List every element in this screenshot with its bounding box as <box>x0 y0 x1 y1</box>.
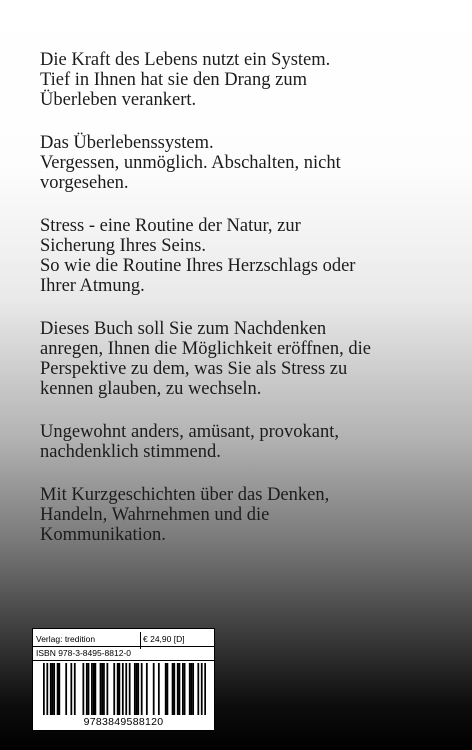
barcode-bar <box>204 663 206 715</box>
barcode-bar <box>113 663 115 715</box>
barcode-bar <box>189 663 191 715</box>
barcode-bar <box>192 663 194 715</box>
barcode-bar <box>172 663 174 715</box>
paragraph-line: Stress - eine Routine der Natur, zur <box>40 216 301 236</box>
barcode-bar <box>93 663 95 715</box>
paragraph-line: Vergessen, unmöglich. Abschalten, nicht <box>40 153 341 173</box>
paragraph-line: Tief in Ihnen hat sie den Drang zum <box>40 70 307 90</box>
barcode-bar <box>134 663 136 715</box>
blurb-text <box>40 50 460 568</box>
barcode-bar <box>125 663 127 715</box>
barcode-bar <box>88 663 90 715</box>
paragraph-3 <box>40 216 460 296</box>
paragraph-line: Sicherung Ihres Seins. <box>40 236 206 256</box>
barcode-bar <box>158 663 160 715</box>
divider <box>33 660 214 661</box>
ean-number: 9783849588120 <box>83 716 164 728</box>
barcode-bar <box>53 663 55 715</box>
paragraph-line: Die Kraft des Lebens nutzt ein System. <box>40 50 331 70</box>
barcode-bar <box>74 663 76 715</box>
publisher-label: Verlag: tredition <box>36 634 96 644</box>
paragraph-2 <box>40 133 460 193</box>
paragraph-line: Ungewohnt anders, amüsant, provokant, <box>40 422 340 442</box>
barcode-bar <box>167 663 169 715</box>
barcode-bar <box>173 663 175 715</box>
barcode-box <box>32 628 215 731</box>
barcode-bar <box>52 663 54 715</box>
paragraph-line: Dieses Buch soll Sie zum Nachdenken <box>40 319 327 339</box>
barcode-bar <box>201 663 203 715</box>
barcode-bar <box>65 663 67 715</box>
isbn-label: ISBN 978-3-8495-8812-0 <box>36 648 131 658</box>
barcode-bar <box>141 663 143 715</box>
barcode-bar <box>191 663 193 715</box>
barcode-bar <box>43 663 45 715</box>
paragraph-1 <box>40 50 460 110</box>
paragraph-line: anregen, Ihnen die Möglichkeit eröffnen, die <box>40 339 371 359</box>
barcode-bar <box>103 663 105 715</box>
paragraph-line: Ihrer Atmung. <box>40 276 145 296</box>
barcode-bar <box>58 663 60 715</box>
barcode-bar <box>82 663 84 715</box>
barcode-bar <box>94 663 96 715</box>
barcode-bar <box>153 663 155 715</box>
barcode-header <box>36 632 211 646</box>
barcode-bar <box>86 663 88 715</box>
paragraph-line: kennen glauben, zu wechseln. <box>40 379 262 399</box>
barcode-bar <box>136 663 138 715</box>
paragraph-line: Überleben verankert. <box>40 90 197 110</box>
barcode-bar <box>122 663 124 715</box>
paragraph-line: Kommunikation. <box>40 525 166 545</box>
barcode-bar <box>106 663 108 715</box>
barcode-bar <box>91 663 93 715</box>
barcode-bar <box>197 663 199 715</box>
paragraph-line: Das Überlebenssystem. <box>40 133 214 153</box>
barcode-bar <box>184 663 186 715</box>
paragraph-line: Mit Kurzgeschichten über das Denken, <box>40 485 330 505</box>
paragraph-line: Handeln, Wahrnehmen und die <box>40 505 270 525</box>
price-label: € 24,90 [D] <box>143 634 185 644</box>
paragraph-5 <box>40 422 460 462</box>
paragraph-line: vorgesehen. <box>40 173 129 193</box>
barcode-bar <box>57 663 59 715</box>
paragraph-4 <box>40 319 460 399</box>
barcode-bar <box>70 663 72 715</box>
paragraph-6 <box>40 485 460 545</box>
barcode-bar <box>101 663 103 715</box>
paragraph-line: Perspektive zu dem, was Sie als Stress zu <box>40 359 348 379</box>
paragraph-line: So wie die Routine Ihres Herzschlags oder <box>40 256 356 276</box>
barcode-bar <box>118 663 120 715</box>
barcode-bar <box>179 663 181 715</box>
barcode-bar <box>146 663 148 715</box>
barcode-bar <box>50 663 52 715</box>
barcode-bar <box>117 663 119 715</box>
paragraph-line: nachdenklich stimmend. <box>40 442 221 462</box>
barcode-bar <box>129 663 131 715</box>
barcode-bar <box>182 663 184 715</box>
barcode-bar <box>137 663 139 715</box>
barcode-bar <box>46 663 48 715</box>
barcode-bar <box>100 663 102 715</box>
barcode-bar <box>177 663 179 715</box>
barcode-image <box>43 663 206 715</box>
barcode-bar <box>165 663 167 715</box>
